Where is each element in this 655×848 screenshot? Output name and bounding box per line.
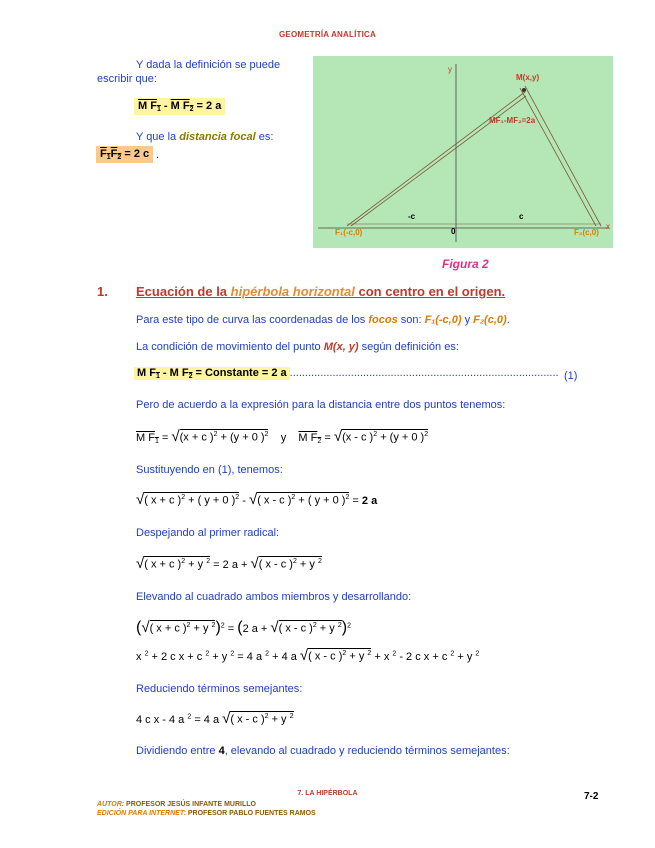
page-header: GEOMETRÍA ANALÍTICA [279, 30, 376, 39]
reduced-equation: 4 c x - 4 a $^2$ = 4 a √( x - c )$^2$ + y $^2$ [136, 710, 294, 727]
focal-distance-equation: $F_1F_2 = 2$ c [96, 146, 153, 163]
paragraph-foci: Para este tipo de curva las coordenadas de los focos son: F₁(-c,0) y F₂(c,0). [136, 314, 510, 326]
origin-label: 0 [451, 227, 456, 236]
figure-2 [313, 56, 613, 248]
figure-caption: Figura 2 [442, 257, 489, 271]
f2-label: F₂(c,0) [574, 228, 599, 237]
intro-line-1: Y dada la definición se puede [136, 59, 281, 71]
point-m [522, 88, 526, 92]
intro-line-3: Y que la distancia focal es: [136, 131, 274, 143]
section-title: Ecuación de la hipérbola horizontal con centro en el origen. [136, 284, 506, 299]
point-m-label: M(x,y) [516, 73, 540, 82]
paragraph-substitute: Sustituyendo en (1), tenemos: [136, 464, 283, 476]
paragraph-condition: La condición de movimiento del punto M(x, y) según definición es: [136, 341, 459, 353]
expanded-equation: x $^2$ + 2 c x + c $^2$ + y $^2$ = 4 a $^2$ + 4 a √( x - c )$^2$ + y $^2$ + x $^2$ - 2 c x + c $^2$ + y $^2$ [136, 647, 480, 664]
section-number: 1. [97, 284, 108, 299]
focal-distance-term: distancia focal [179, 131, 256, 143]
paragraph-square: Elevando al cuadrado ambos miembros y desarrollando: [136, 591, 412, 603]
paragraph-divide: Dividiendo entre 4, elevando al cuadrado y reduciendo términos semejantes: [136, 745, 510, 757]
figure-2-svg [313, 56, 613, 248]
equation-1: M $F_1$ - M $F_2$ = Constante = 2 a ........................................................................................ [134, 367, 579, 380]
definition-equation: M $F_1$ - M $F_2 = 2$ a [134, 98, 225, 115]
isolated-equation: √( x + c )$^2$ + y $^2$ = 2 a + √( x - c )$^2$ + y $^2$ [136, 555, 322, 572]
distance-equations: M $F_1 = √(x + c$ )$^2$ + (y + 0 )$^2$ y M $F_2 = √(x - c$ )$^2$ + (y + 0 )$^2$ [136, 428, 429, 445]
neg-c-label: -c [408, 212, 416, 221]
figure-background [313, 56, 613, 248]
paragraph-distance: Pero de acuerdo a la expresión para la distancia entre dos puntos tenemos: [136, 399, 506, 411]
paragraph-reduce: Reduciendo términos semejantes: [136, 683, 303, 695]
footer-page-number: 7-2 [584, 791, 599, 802]
x-axis-label: x [606, 222, 610, 231]
pos-c-label: c [519, 212, 524, 221]
substituted-equation: √( x + c )$^2$ + ( y + 0 )$^2$ - √( x - c )$^2$ + ( y + 0 )$^2$ = 2 a [136, 491, 378, 508]
y-axis-label: y [448, 65, 452, 74]
paragraph-isolate: Despejando al primer radical: [136, 527, 280, 539]
equation-1-number: (1) [564, 370, 578, 382]
squared-equation: (√( x + c )$^2$ + y $^2$)$^2$ = (2 a + √( x - c )$^2$ + y $^2$)$^2$ [136, 619, 351, 636]
footer-chapter: 7. LA HIPÉRBOLA [297, 790, 358, 797]
intro-line-2: escribir que: [97, 73, 157, 85]
footer-edition: EDICIÓN PARA INTERNET: PROFESOR PABLO FUENTES RAMOS [97, 810, 316, 817]
f1-label: F₁(-c,0) [335, 228, 363, 237]
difference-label: MF₁-MF₂=2a [489, 116, 536, 125]
footer-author: AUTOR: PROFESOR JESÚS INFANTE MURILLO [97, 801, 256, 808]
